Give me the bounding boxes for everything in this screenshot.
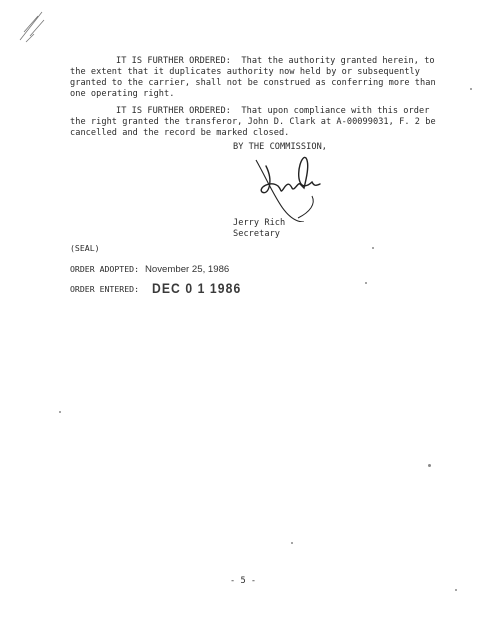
- paragraph-1-line-2: the extent that it duplicates authority now held by or subsequently: [70, 67, 420, 77]
- order-adopted-label: ORDER ADOPTED:: [70, 264, 140, 274]
- signer-title: Secretary: [233, 229, 281, 239]
- seal-label: (SEAL): [70, 243, 100, 253]
- order-entered-label: ORDER ENTERED:: [70, 284, 140, 294]
- paragraph-2-line-1: IT IS FURTHER ORDERED: That upon compliance with this order: [116, 106, 430, 116]
- order-entered-stamp-date: DEC 0 1 1986: [152, 281, 242, 296]
- paragraph-2-line-3: cancelled and the record be marked closed.: [70, 128, 290, 138]
- page-number: - 5 -: [230, 576, 257, 586]
- by-the-commission-line: BY THE COMMISSION,: [233, 142, 328, 152]
- scan-speck: [59, 411, 61, 413]
- scan-speck: [372, 247, 374, 249]
- corner-scribble-mark: [14, 10, 48, 50]
- signer-name: Jerry Rich: [233, 218, 286, 228]
- scan-speck: [428, 464, 431, 467]
- scan-speck: [365, 282, 367, 284]
- paragraph-1-line-3: granted to the carrier, shall not be construed as conferring more than: [70, 78, 436, 88]
- scan-speck: [470, 88, 472, 90]
- handwritten-signature: [254, 152, 324, 222]
- paragraph-2-line-2: the right granted the transferor, John D. Clark at A-00099031, F. 2 be: [70, 117, 436, 127]
- paragraph-1-line-4: one operating right.: [70, 89, 175, 99]
- order-adopted-date: November 25, 1986: [145, 264, 230, 275]
- paragraph-1-line-1: IT IS FURTHER ORDERED: That the authority granted herein, to: [116, 56, 435, 66]
- scan-speck: [455, 589, 457, 591]
- scan-speck: [291, 542, 293, 544]
